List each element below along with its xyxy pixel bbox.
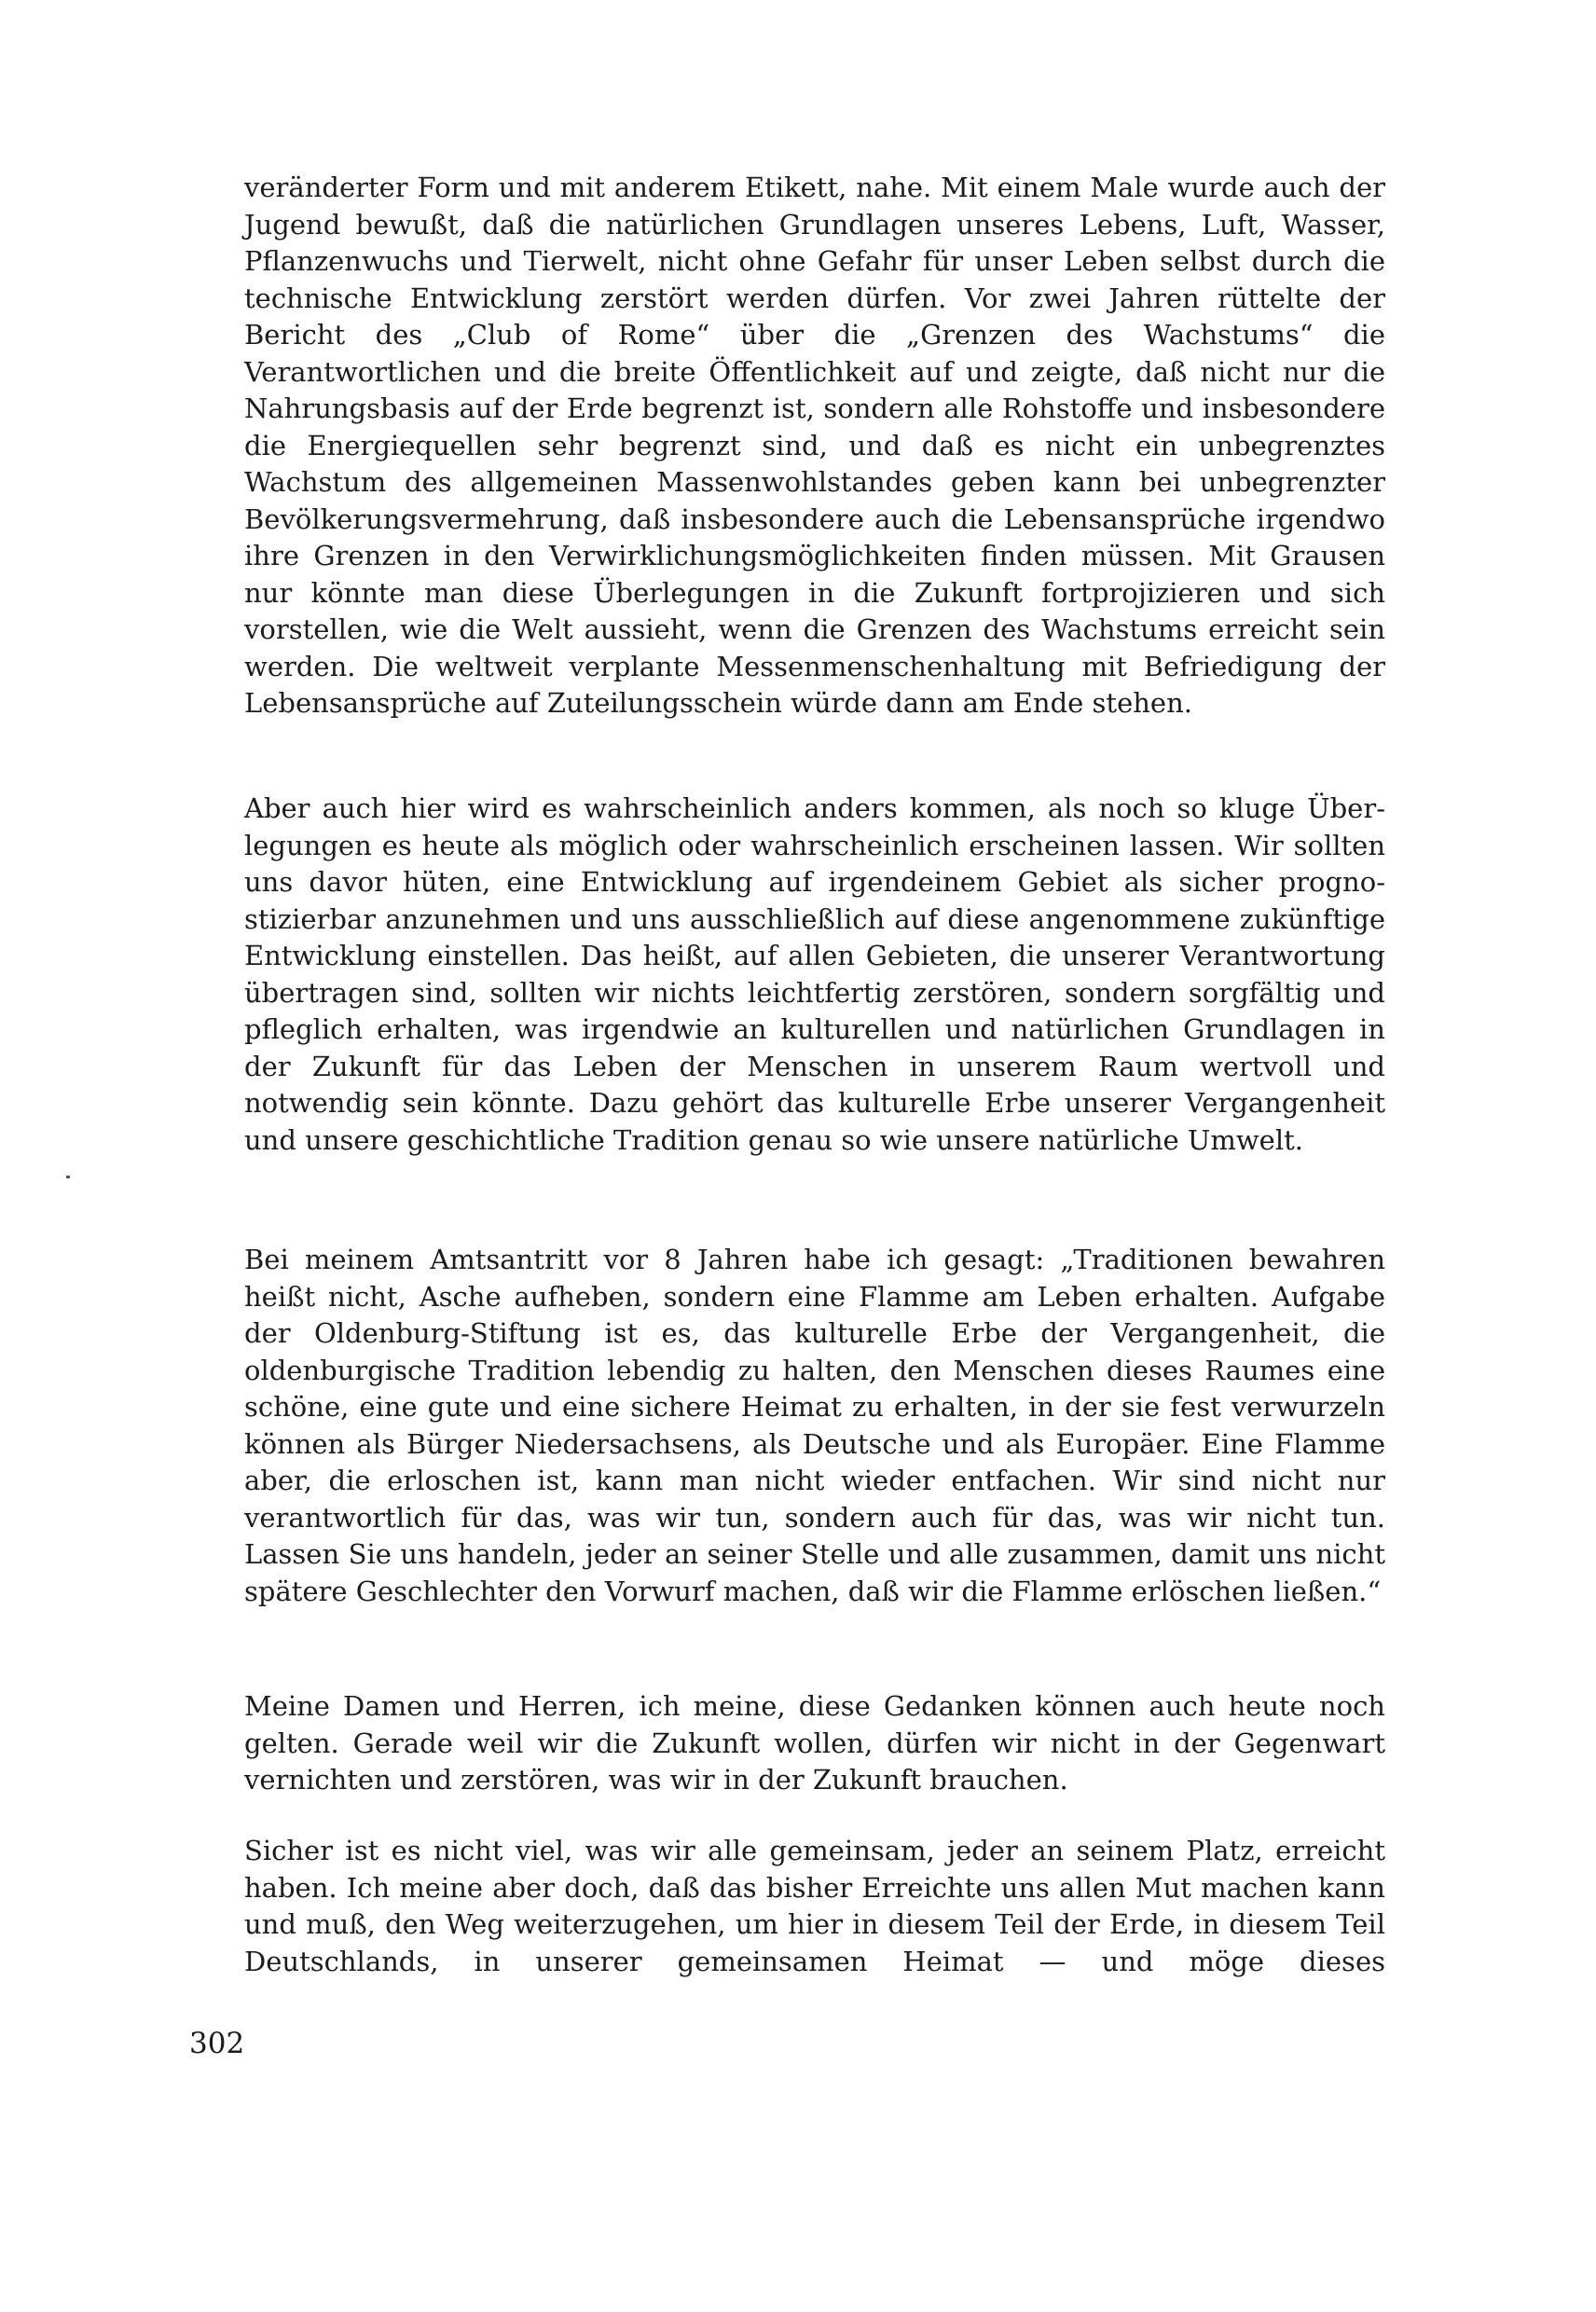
margin-speck xyxy=(66,1176,70,1178)
paragraph xyxy=(244,1688,1385,1799)
paragraph-text: Meine Damen und Herren, ich meine, diese Gedanken können auch heute noch gelten. Gerade weil wir die Zukunft wollen, dürfen wir nicht in der Gegenwart vernichten und zerstören, was wir in der Zukunft brauchen. xyxy=(244,1690,1385,1796)
paragraph-text: Bei meinem Amtsantritt vor 8 Jahren habe ich gesagt: „Traditionen bewahren heißt nicht, Asche aufheben, sondern eine Flamme am Leben erhalten. Aufgabe der Oldenburg-Stiftung ist es, das kulturelle Erbe der Vergangenheit, die oldenburgische Tradition lebendig zu halten, den Menschen dieses Raumes eine schöne, eine gute und eine sichere Heimat zu erhalten, in der sie fest verwurzeln können als Bürger Niedersachsens, als Deutsche und als Europäer. Eine Flamme aber, die erloschen ist, kann man nicht wieder entfachen. Wir sind nicht nur verantwortlich für das, was wir tun, sondern auch für das, was wir nicht tun. Lassen Sie uns handeln, jeder an seiner Stelle und alle zusammen, damit uns nicht spätere Geschlechter den Vorwurf machen, daß wir die Flamme erlöschen ließen.“ xyxy=(244,1244,1385,1607)
paragraph xyxy=(244,170,1385,722)
paragraph-text: Sicher ist es nicht viel, was wir alle gemeinsam, jeder an seinem Platz, erreicht haben. Ich meine aber doch, daß das bisher Erreichte uns allen Mut machen kann und muß, den Weg weiterzugehen, um hier in diesem Teil der Erde, in diesem Teil Deutschlands, in unserer gemeinsamen Heimat — und möge dieses xyxy=(244,1835,1385,1977)
paragraph-text: Aber auch hier wird es wahrscheinlich anders kommen, als noch so kluge Überlegungen es heute als möglich oder wahrscheinlich erscheinen lassen. Wir sollten uns davor hüten, eine Entwicklung auf irgendeinem Gebiet als sicher prognostizierbar anzunehmen und uns ausschließlich auf diese angenommene zukünftige Entwicklung einstellen. Das heißt, auf allen Gebieten, die unserer Verantwortung übertragen sind, sollten wir nichts leichtfertig zerstören, sondern sorgfältig und pfleglich erhalten, was irgendwie an kulturellen und natürlichen Grundlagen in der Zukunft für das Leben der Menschen in unserem Raum wertvoll und notwendig sein könnte. Dazu gehört das kulturelle Erbe unserer Vergangenheit und unsere geschichtliche Tradition genau so wie unsere natürliche Umwelt. xyxy=(244,792,1385,1156)
page-number: 302 xyxy=(189,2027,245,2060)
paragraph xyxy=(244,1242,1385,1610)
paragraph xyxy=(244,791,1385,1159)
paragraph xyxy=(244,1833,1385,1980)
paragraph-text: veränderter Form und mit anderem Etikett, nahe. Mit einem Male wurde auch der Jugend bewußt, daß die natürlichen Grundlagen unseres Lebens, Luft, Wasser, Pflanzenwuchs und Tierwelt, nicht ohne Gefahr für unser Leben selbst durch die technische Entwicklung zerstört werden dürfen. Vor zwei Jahren rüttelte der Bericht des „Club of Rome“ über die „Grenzen des Wachstums“ die Verantwortlichen und die breite Öffentlichkeit auf und zeigte, daß nicht nur die Nahrungsbasis auf der Erde begrenzt ist, sondern alle Rohstoffe und insbesondere die Energiequellen sehr begrenzt sind, und daß es nicht ein unbegrenztes Wachstum des allgemeinen Massenwohlstandes geben kann bei unbegrenzter Bevölkerungsvermehrung, daß insbesondere auch die Lebensansprüche irgendwo ihre Grenzen in den Verwirklichungsmöglichkeiten finden müssen. Mit Grausen nur könnte man diese Überlegungen in die Zukunft fortprojizieren und sich vorstellen, wie die Welt aussieht, wenn die Grenzen des Wachstums erreicht sein werden. Die weltweit verplante Messenmenschenhaltung mit Befriedigung der Lebensansprüche auf Zuteilungsschein würde dann am Ende stehen. xyxy=(244,172,1385,719)
